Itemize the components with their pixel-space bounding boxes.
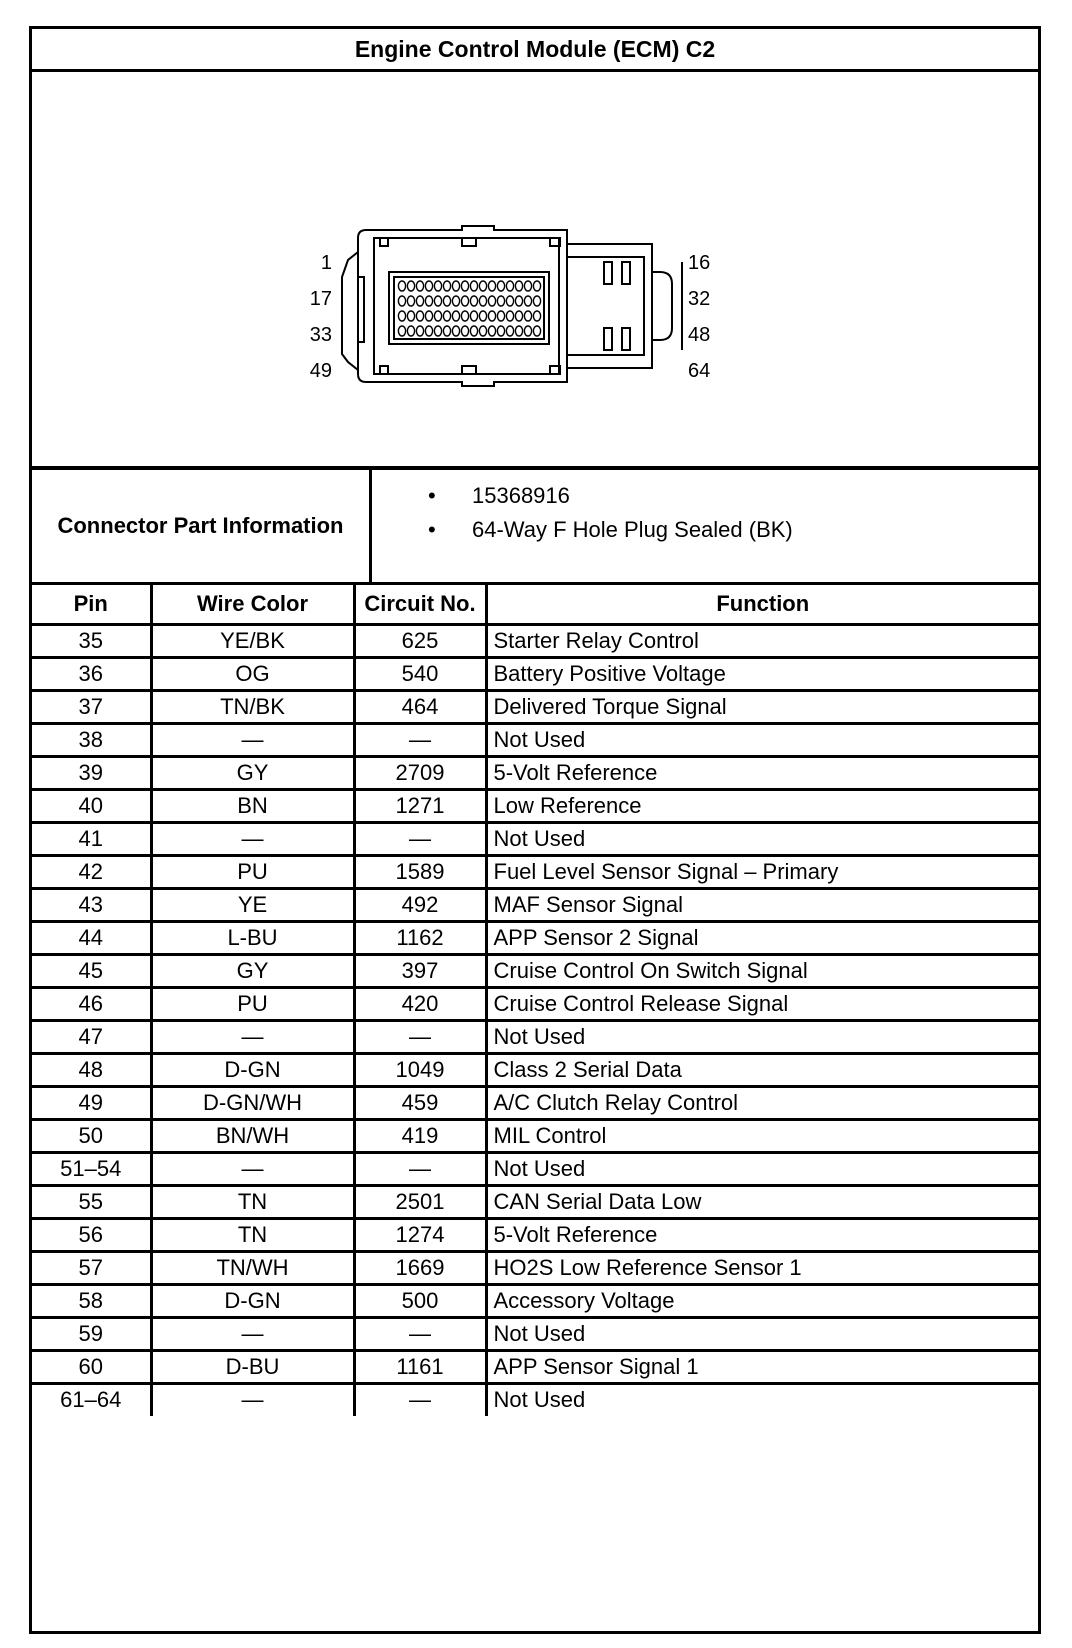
cell-function: Cruise Control Release Signal (486, 987, 1038, 1020)
cell-wire-color: GY (151, 954, 354, 987)
pin-cavity (470, 281, 477, 291)
pin-cavity (470, 296, 477, 306)
pin-cavity (452, 326, 459, 336)
cell-wire-color: TN (151, 1218, 354, 1251)
table-row (32, 921, 1038, 954)
cell-pin: 39 (32, 756, 151, 789)
right-pin-label-64: 64 (688, 360, 711, 382)
table-row (32, 1317, 1038, 1350)
pin-cavity (452, 311, 459, 321)
cell-circuit-no: — (354, 1317, 486, 1350)
cell-function: Accessory Voltage (486, 1284, 1038, 1317)
table-row (32, 1350, 1038, 1383)
pin-cavity (506, 281, 513, 291)
cell-pin: 49 (32, 1086, 151, 1119)
part-info-item (372, 513, 793, 547)
pin-cavity (434, 281, 441, 291)
cell-pin: 55 (32, 1185, 151, 1218)
table-row (32, 1251, 1038, 1284)
cell-pin: 47 (32, 1020, 151, 1053)
pin-cavity (497, 326, 504, 336)
cell-circuit-no: 1161 (354, 1350, 486, 1383)
cell-pin: 40 (32, 789, 151, 822)
table-row (32, 822, 1038, 855)
pin-cavity (470, 326, 477, 336)
cell-circuit-no: — (354, 1020, 486, 1053)
cell-function: Not Used (486, 1317, 1038, 1350)
pin-cavity (488, 311, 495, 321)
pin-cavity (416, 281, 423, 291)
pin-cavity (515, 311, 522, 321)
pin-cavity (416, 296, 423, 306)
connector-sheet (29, 26, 1041, 1634)
cell-pin: 58 (32, 1284, 151, 1317)
part-description: 64-Way F Hole Plug Sealed (BK) (472, 517, 793, 542)
pin-cavity (416, 326, 423, 336)
cell-pin: 60 (32, 1350, 151, 1383)
cell-wire-color: PU (151, 855, 354, 888)
connector-part-information (32, 470, 1038, 585)
cell-pin: 38 (32, 723, 151, 756)
cell-wire-color: TN/BK (151, 690, 354, 723)
cell-function: Not Used (486, 1152, 1038, 1185)
cell-circuit-no: 419 (354, 1119, 486, 1152)
cell-pin: 43 (32, 888, 151, 921)
pin-cavity (488, 326, 495, 336)
cell-pin: 56 (32, 1218, 151, 1251)
cell-pin: 48 (32, 1053, 151, 1086)
pin-cavity (515, 296, 522, 306)
cell-function: Cruise Control On Switch Signal (486, 954, 1038, 987)
pin-cavity (416, 311, 423, 321)
cell-wire-color: — (151, 1383, 354, 1416)
pin-cavity (425, 296, 432, 306)
table-row (32, 690, 1038, 723)
left-pin-label-1: 1 (320, 252, 332, 274)
cell-pin: 61–64 (32, 1383, 151, 1416)
cell-wire-color: PU (151, 987, 354, 1020)
pin-cavity (407, 281, 414, 291)
pin-cavity (452, 296, 459, 306)
table-row (32, 855, 1038, 888)
pin-cavity (524, 281, 531, 291)
pin-cavity (479, 281, 486, 291)
table-row (32, 987, 1038, 1020)
cell-circuit-no: — (354, 1383, 486, 1416)
right-pin-label-48: 48 (688, 324, 711, 346)
cell-wire-color: TN (151, 1185, 354, 1218)
cell-pin: 50 (32, 1119, 151, 1152)
cell-function: Class 2 Serial Data (486, 1053, 1038, 1086)
cell-circuit-no: — (354, 822, 486, 855)
cell-function: A/C Clutch Relay Control (486, 1086, 1038, 1119)
pin-cavity (497, 281, 504, 291)
table-row (32, 1218, 1038, 1251)
cell-pin: 59 (32, 1317, 151, 1350)
pin-cavity (434, 296, 441, 306)
cell-wire-color: GY (151, 756, 354, 789)
cell-function: APP Sensor Signal 1 (486, 1350, 1038, 1383)
pin-cavity (488, 281, 495, 291)
cell-wire-color: D-GN (151, 1284, 354, 1317)
cell-wire-color: BN (151, 789, 354, 822)
pin-cavity (398, 311, 405, 321)
cell-wire-color: D-GN (151, 1053, 354, 1086)
table-row (32, 954, 1038, 987)
cell-function: Starter Relay Control (486, 624, 1038, 657)
part-number: 15368916 (472, 483, 570, 508)
header-function: Function (486, 585, 1038, 624)
pin-cavity (443, 281, 450, 291)
pin-cavity (497, 311, 504, 321)
cell-circuit-no: 500 (354, 1284, 486, 1317)
cell-circuit-no: 2709 (354, 756, 486, 789)
left-pin-label-33: 33 (309, 324, 332, 346)
page-title: Engine Control Module (ECM) C2 (32, 29, 1038, 72)
cell-function: 5-Volt Reference (486, 1218, 1038, 1251)
part-info-list (372, 470, 793, 547)
cell-function: Low Reference (486, 789, 1038, 822)
cell-circuit-no: 1274 (354, 1218, 486, 1251)
cell-function: Not Used (486, 723, 1038, 756)
pin-cavity (533, 281, 540, 291)
pin-cavity (398, 281, 405, 291)
pin-cavity (407, 296, 414, 306)
table-row (32, 888, 1038, 921)
cell-circuit-no: — (354, 723, 486, 756)
pin-cavity (479, 296, 486, 306)
cell-wire-color: D-BU (151, 1350, 354, 1383)
cell-circuit-no: 420 (354, 987, 486, 1020)
table-row (32, 756, 1038, 789)
cell-circuit-no: 459 (354, 1086, 486, 1119)
pin-cavity (506, 311, 513, 321)
table-row (32, 789, 1038, 822)
pin-cavity (515, 281, 522, 291)
pin-cavity (506, 326, 513, 336)
pin-cavity (443, 311, 450, 321)
cell-circuit-no: 625 (354, 624, 486, 657)
cell-circuit-no: 1271 (354, 789, 486, 822)
cell-function: HO2S Low Reference Sensor 1 (486, 1251, 1038, 1284)
header-wire-color: Wire Color (151, 585, 354, 624)
pinout-table (32, 585, 1038, 1416)
cell-function: Fuel Level Sensor Signal – Primary (486, 855, 1038, 888)
bullet-icon: • (428, 483, 436, 508)
cell-wire-color: — (151, 822, 354, 855)
cell-function: MIL Control (486, 1119, 1038, 1152)
pin-cavity (479, 311, 486, 321)
pin-cavity (479, 326, 486, 336)
left-pin-label-49: 49 (309, 360, 332, 382)
cell-circuit-no: 492 (354, 888, 486, 921)
cell-pin: 46 (32, 987, 151, 1020)
table-row (32, 1152, 1038, 1185)
cell-wire-color: OG (151, 657, 354, 690)
header-circuit-no: Circuit No. (354, 585, 486, 624)
cell-function: Not Used (486, 1020, 1038, 1053)
pin-cavity (524, 311, 531, 321)
table-row (32, 657, 1038, 690)
bullet-icon: • (428, 517, 436, 542)
part-info-item (372, 479, 793, 513)
pin-cavity (533, 311, 540, 321)
cell-pin: 35 (32, 624, 151, 657)
pin-cavity (398, 326, 405, 336)
cell-circuit-no: 1049 (354, 1053, 486, 1086)
cell-circuit-no: 1669 (354, 1251, 486, 1284)
pin-cavity (443, 326, 450, 336)
table-row (32, 624, 1038, 657)
table-row (32, 1119, 1038, 1152)
cell-function: MAF Sensor Signal (486, 888, 1038, 921)
cell-circuit-no: 464 (354, 690, 486, 723)
cell-wire-color: — (151, 1152, 354, 1185)
cell-circuit-no: 1162 (354, 921, 486, 954)
table-row (32, 1086, 1038, 1119)
pin-cavity (407, 311, 414, 321)
cell-wire-color: L-BU (151, 921, 354, 954)
pin-cavity (398, 296, 405, 306)
cell-function: 5-Volt Reference (486, 756, 1038, 789)
cell-pin: 41 (32, 822, 151, 855)
pin-cavity (461, 311, 468, 321)
pin-cavity (461, 281, 468, 291)
cell-circuit-no: — (354, 1152, 486, 1185)
cell-wire-color: — (151, 723, 354, 756)
pin-cavity (506, 296, 513, 306)
pin-cavity (407, 326, 414, 336)
table-row (32, 1053, 1038, 1086)
cell-pin: 57 (32, 1251, 151, 1284)
connector-diagram (32, 72, 1038, 470)
table-row (32, 1020, 1038, 1053)
table-row (32, 1185, 1038, 1218)
cell-circuit-no: 2501 (354, 1185, 486, 1218)
pin-cavity (515, 326, 522, 336)
cell-wire-color: — (151, 1317, 354, 1350)
cell-function: Not Used (486, 822, 1038, 855)
pin-cavity (497, 296, 504, 306)
table-row (32, 1284, 1038, 1317)
pin-cavity (533, 326, 540, 336)
cell-pin: 36 (32, 657, 151, 690)
pinout-table-body (32, 624, 1038, 1416)
cell-wire-color: YE/BK (151, 624, 354, 657)
cell-circuit-no: 1589 (354, 855, 486, 888)
cell-wire-color: TN/WH (151, 1251, 354, 1284)
cell-circuit-no: 397 (354, 954, 486, 987)
pin-cavity (533, 296, 540, 306)
cell-circuit-no: 540 (354, 657, 486, 690)
table-row (32, 1383, 1038, 1416)
pin-cavity (461, 326, 468, 336)
pin-cavity (425, 326, 432, 336)
cell-pin: 51–54 (32, 1152, 151, 1185)
pin-cavity (434, 311, 441, 321)
cell-function: CAN Serial Data Low (486, 1185, 1038, 1218)
cell-function: Delivered Torque Signal (486, 690, 1038, 723)
cell-function: Not Used (486, 1383, 1038, 1416)
cell-pin: 45 (32, 954, 151, 987)
pin-cavity (434, 326, 441, 336)
header-pin: Pin (32, 585, 151, 624)
part-info-label: Connector Part Information (32, 470, 372, 582)
right-pin-label-16: 16 (688, 252, 711, 274)
table-header-row (32, 585, 1038, 624)
pin-cavity (461, 296, 468, 306)
pin-cavity (524, 326, 531, 336)
pin-cavity (470, 311, 477, 321)
table-row (32, 723, 1038, 756)
pin-cavity (425, 311, 432, 321)
cell-pin: 44 (32, 921, 151, 954)
cell-pin: 37 (32, 690, 151, 723)
pin-grid (398, 281, 540, 336)
pin-cavity (425, 281, 432, 291)
connector-drawing (32, 72, 1038, 467)
pin-cavity (443, 296, 450, 306)
pin-cavity (524, 296, 531, 306)
pin-cavity (488, 296, 495, 306)
cell-wire-color: BN/WH (151, 1119, 354, 1152)
cell-function: APP Sensor 2 Signal (486, 921, 1038, 954)
cell-wire-color: D-GN/WH (151, 1086, 354, 1119)
pin-cavity (452, 281, 459, 291)
left-pin-label-17: 17 (309, 288, 332, 310)
cell-wire-color: YE (151, 888, 354, 921)
cell-function: Battery Positive Voltage (486, 657, 1038, 690)
cell-pin: 42 (32, 855, 151, 888)
right-pin-label-32: 32 (688, 288, 711, 310)
cell-wire-color: — (151, 1020, 354, 1053)
